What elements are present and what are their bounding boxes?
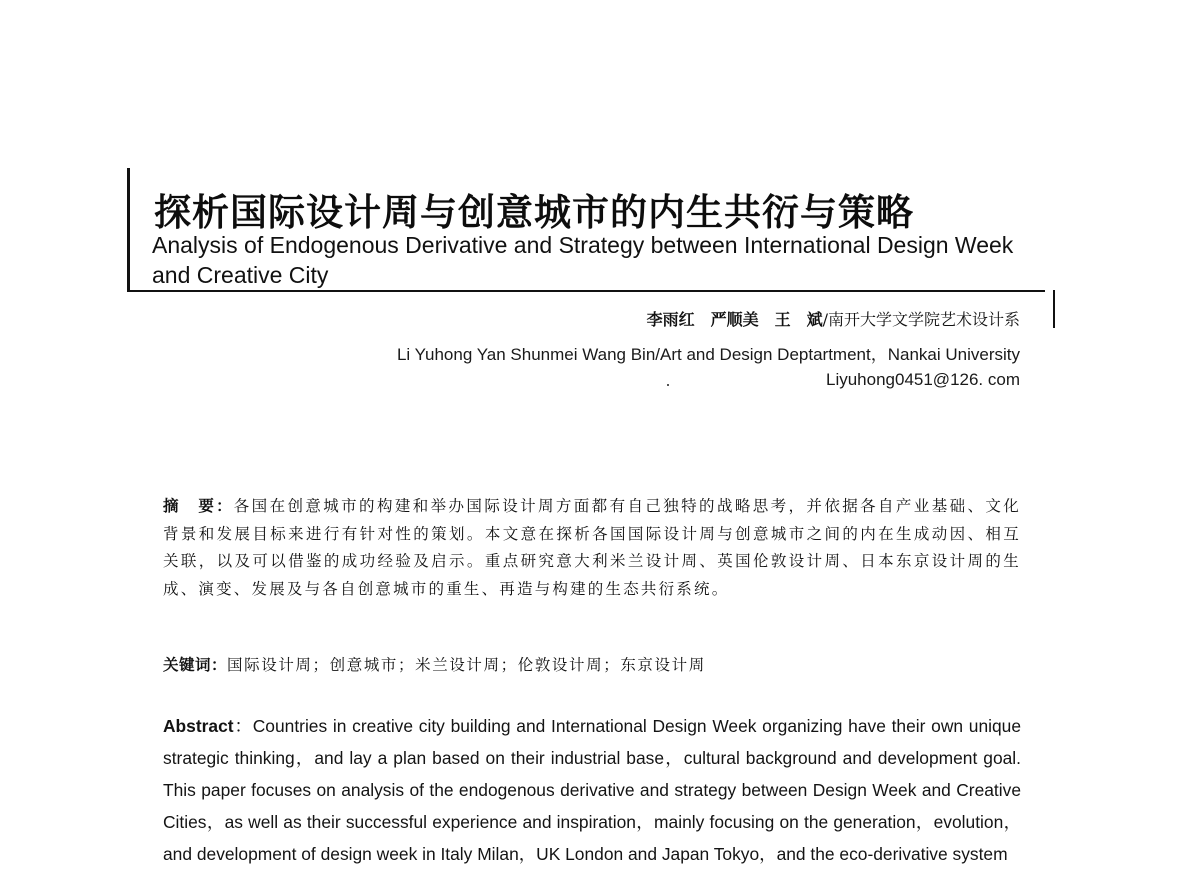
author-email: Liyuhong0451@126. com [825, 370, 1020, 389]
abstract-english-label: Abstract [163, 716, 234, 736]
affiliation-chinese: /南开大学文学院艺术设计系 [822, 310, 1020, 329]
title-chinese: 探析国际设计周与创意城市的内生共衍与策略 [154, 191, 914, 234]
title-block [127, 168, 1045, 292]
author-names-chinese: 李雨红 严顺美 王 斌 [646, 310, 823, 329]
author-divider [1053, 290, 1055, 328]
title-english: Analysis of Endogenous Derivative and Strategy between International Design Week and Creative City [152, 232, 1014, 288]
abstract-chinese-label: 摘 要： [163, 497, 234, 515]
abstract-chinese [163, 493, 1021, 603]
authors-chinese [647, 307, 1020, 330]
abstract-chinese-text: 各国在创意城市的构建和举办国际设计周方面都有自己独特的战略思考，并依据各自产业基础、文化背景和发展目标来进行有针对性的策划。本文意在探析各国国际设计周与创意城市之间的内在生成动因、相互关联，以及可以借鉴的成功经验及启示。重点研究意大利米兰设计周、英国伦敦设计周、日本东京设计周的生成、演变、发展及与各自创意城市的重生、再造与构建的生态共衍系统。 [163, 497, 1021, 598]
authors-english: Li Yuhong Yan Shunmei Wang Bin/Art and Design Deptartment，Nankai University [396, 345, 1020, 364]
abstract-english-text: ：Countries in creative city building and International Design Week organizing have their own unique strategic thinking，and lay a plan based on their industrial base，cultural background and development goal. This paper focuses on analysis of the endogenous derivative and strategy between Design Week and Creative Cities，as well as their successful experience and inspiration，mainly focusing on the generation，evolution，and development of design week in Italy Milan，UK London and Japan Tokyo，and the eco-derivative system [163, 716, 1021, 864]
abstract-english [163, 710, 1021, 870]
keywords-chinese [163, 653, 1021, 675]
scan-speck [667, 384, 669, 386]
keywords-chinese-text: 国际设计周；创意城市；米兰设计周；伦敦设计周；东京设计周 [227, 656, 706, 674]
keywords-chinese-label: 关键词： [163, 656, 228, 674]
